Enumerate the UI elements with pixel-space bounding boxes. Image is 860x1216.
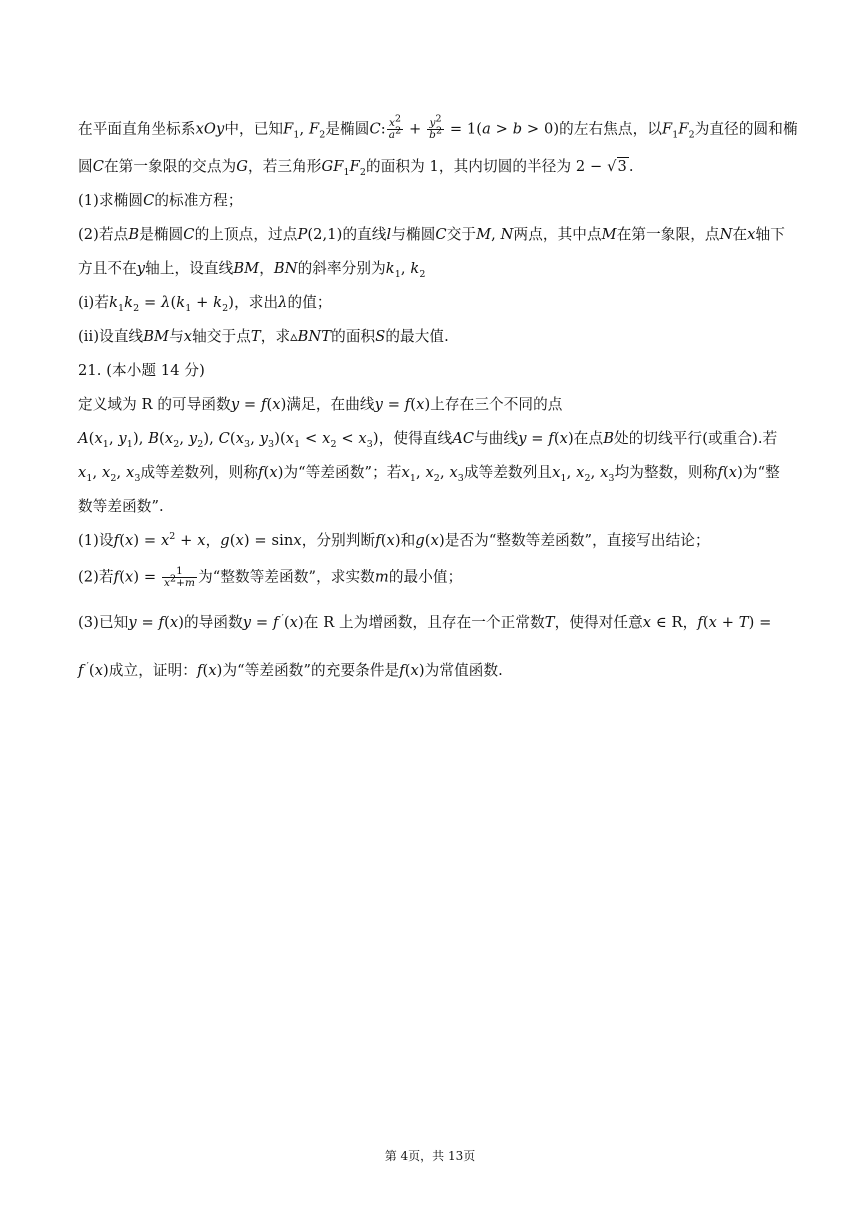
fraction: $\frac{x^2}{a^2}$ xyxy=(388,113,402,141)
page-footer: 第 4页，共 13页 xyxy=(384,1149,476,1163)
p20-line-3: (1)求椭圆C的标准方程； xyxy=(78,192,243,209)
p20-line-5: 方且不在y轴上，设直线BM，BN的斜率分别为$k_1$, $k_2$ xyxy=(78,260,426,280)
p21-line-8: f ′(x)成立，证明：f(x)为“等差函数”的充要条件是f(x)为常值函数. xyxy=(78,661,503,679)
p21-header: 21. (本小题 14 分) xyxy=(78,362,205,379)
p21-line-6: (2)若f(x) = $\frac{1}{x^2+m}$ 为“整数等差函数”，求实数m的最小值； xyxy=(78,565,463,589)
p20-line-4: (2)若点B是椭圆C的上顶点，过点P(2,1)的直线l与椭圆C交于M, N两点，其中点M在第一象限，点N在x轴下 xyxy=(78,226,785,243)
p20-line-1: 在平面直角坐标系xOy中，已知$F_1$, $F_2$是椭圆C: $\frac{x^2}{a^2}$ + $\frac{y^2}{b^2}$ = 1(a > b > 0)的左右焦点，以$F_1F_2$为直径的圆和椭 xyxy=(78,113,798,141)
p21-line-3: $x_1$, $x_2$, $x_3$成等差数列，则称f(x)为“等差函数”；若$x_1$, $x_2$, $x_3$成等差数列且$x_1$, $x_2$, $x_3$均为整数，则称f(x)为“整 xyxy=(78,464,780,484)
p21-line-2: $A(x_1$, $y_1$), $B(x_2$, $y_2$), $C(x_3$, $y_3)(x_1 < x_2 < x_3)$，使得直线AC与曲线y = f(x)在点B处的切线平行(或重合).若 xyxy=(78,430,778,450)
p21-line-7: (3)已知y = f(x)的导函数y = f ′(x)在 R 上为增函数，且存在一个正常数T，使得对任意x ∈ R，f(x + T) = xyxy=(78,613,772,631)
p21-line-5: (1)设$f(x) = x^2 + x$，g(x) = sinx，分别判断f(x)和g(x)是否为“整数等差函数”，直接写出结论； xyxy=(78,531,710,549)
p20-line-7: (ii)设直线BM与x轴交于点T，求▵BNT的面积S的最大值. xyxy=(78,328,449,345)
p20-line-6: (i)若$k_1k_2 = \lambda(k_1 + k_2)$，求出λ的值； xyxy=(78,294,332,314)
p21-line-4: 数等差函数”. xyxy=(78,498,164,515)
fraction: $\frac{1}{x^2+m}$ xyxy=(163,565,196,589)
p20-line-2: 圆C在第一象限的交点为G，若三角形$GF_1F_2$的面积为 1，其内切圆的半径为 2 − √3 . xyxy=(78,158,634,178)
p21-line-1: 定义域为 R 的可导函数y = f(x)满足，在曲线y = f(x)上存在三个不同的点 xyxy=(78,396,563,413)
fraction: $\frac{y^2}{b^2}$ xyxy=(429,113,443,141)
